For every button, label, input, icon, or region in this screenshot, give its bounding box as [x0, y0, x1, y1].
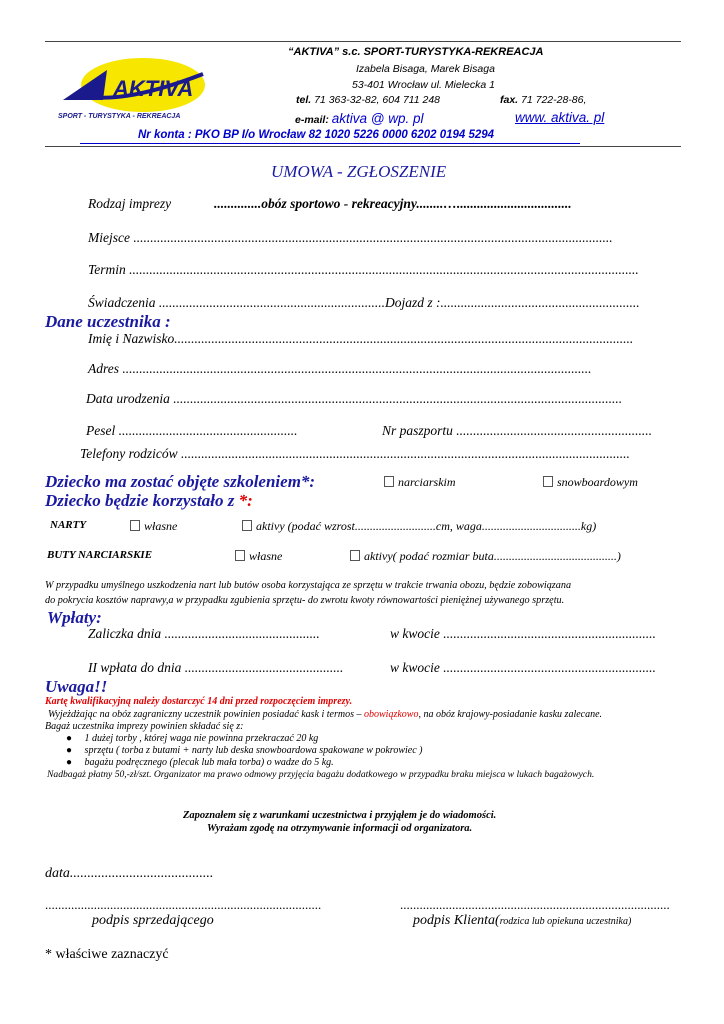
company-phone	[296, 94, 440, 106]
fax-value: 71 722-28-86,	[521, 94, 587, 106]
email-label: e-mail:	[295, 114, 329, 126]
account-underline	[80, 143, 580, 144]
checkbox-ski[interactable]	[384, 476, 394, 487]
second-payment-amount-field[interactable]: w kwocie ...............................................................	[390, 660, 656, 675]
advance-date-field[interactable]: Zaliczka dnia ..............................................	[88, 626, 320, 641]
email-link[interactable]: aktiva @ wp. pl	[331, 111, 424, 126]
seller-signature-line[interactable]: .....................................................................................	[45, 897, 322, 912]
consent-line2: Wyrażam zgodę na otrzymywanie informacji od organizatora.	[207, 823, 473, 834]
damage-note-line2: do pokrycia kosztów naprawy,a w przypadku zgubienia sprzętu- do zwrotu kwoty równowartości pieniężnej używanego sprzętu.	[45, 595, 565, 606]
client-signature-line[interactable]: ...................................................................................	[400, 897, 670, 912]
boots-aktiva-label: aktivy( podać rozmiar buta.........................................)	[364, 549, 621, 563]
luggage-item-text: sprzętu ( torba z butami + narty lub deska snowboardowa spakowane w pokrowiec )	[84, 745, 423, 756]
luggage-item-text: 1 dużej torby , której waga nie powinna przekraczać 20 kg	[84, 733, 319, 744]
skis-aktiva-option[interactable]	[242, 519, 596, 534]
footnote: * właściwe zaznaczyć	[45, 947, 169, 962]
services-transport-field[interactable]: Świadczenia ...................................................................Dojazd z :...........................................................	[88, 295, 640, 310]
skis-label: NARTY	[50, 519, 87, 531]
checkbox-boots-aktiva[interactable]	[350, 550, 360, 561]
dob-field[interactable]: Data urodzenia .....................................................................................................................................	[86, 391, 623, 406]
bank-account: Nr konta : PKO BP I/o Wrocław 82 1020 5226 0000 6202 0194 5294	[138, 129, 495, 141]
tel-value: 71 363-32-82, 604 711 248	[314, 94, 441, 106]
damage-note-line1: W przypadku umyślnego uszkodzenia nart lub butów osoba korzystająca ze sprzętu w trakcie trwania obozu, będzie zobowiązana	[45, 580, 572, 591]
helmet-notice-rest: , na obóz krajowy-posiadanie kasku zalecane.	[418, 709, 603, 720]
consent-line1: Zapoznałem się z warunkami uczestnictwa i przyjąłem je do wiadomości.	[183, 810, 497, 821]
helmet-notice	[48, 709, 602, 720]
overweight-notice: Nadbagaż płatny 50,-zł/szt. Organizator ma prawo odmowy przyjęcia bagażu dodatkowego w przypadku braku miejsca w lukach bagażowych.	[47, 769, 595, 780]
boots-own-option[interactable]	[235, 549, 282, 564]
checkbox-skis-aktiva[interactable]	[242, 520, 252, 531]
event-type-field[interactable]: ..............obóz sportowo - rekreacyjny........…..................................	[214, 196, 572, 211]
advance-amount-field[interactable]: w kwocie ...............................................................	[390, 626, 656, 641]
checkbox-skis-own[interactable]	[130, 520, 140, 531]
term-field[interactable]: Termin .......................................................................................................................................................	[88, 262, 639, 277]
option-ski-label: narciarskim	[398, 475, 456, 489]
skis-own-label: własne	[144, 519, 178, 533]
page-title: UMOWA - ZGŁOSZENIE	[271, 162, 447, 181]
qualification-card-notice: Kartę kwalifikacyjną należy dostarczyć 14 dni przed rozpoczęciem imprezy.	[45, 696, 353, 707]
event-type-label: Rodzaj imprezy	[88, 196, 172, 211]
company-logo	[55, 52, 215, 124]
client-signature-note: rodzica lub opiekuna uczestnika)	[499, 916, 632, 927]
participant-heading: Dane uczestnika :	[45, 312, 171, 331]
notice-heading: Uwaga!!	[45, 677, 108, 696]
company-address: 53-401 Wrocław ul. Mielecka 1	[352, 79, 495, 91]
boots-label: BUTY NARCIARSKIE	[47, 549, 153, 561]
luggage-intro: Bagaż uczestnika imprezy powinien składać się z:	[45, 721, 244, 732]
email-row	[295, 111, 424, 126]
client-signature-text: podpis Klienta(	[413, 913, 500, 928]
skis-own-option[interactable]	[130, 519, 177, 534]
fax-label: fax.	[500, 94, 519, 106]
company-name: “AKTIVA” s.c. SPORT-TURYSTYKA-REKREACJA	[288, 46, 544, 58]
helmet-notice-mandatory: obowiązkowo	[364, 709, 419, 720]
luggage-item-text: bagażu podręcznego (plecak lub mała torba) o wadze do 5 kg.	[84, 757, 334, 768]
option-ski[interactable]	[384, 475, 456, 490]
boots-aktiva-option[interactable]	[350, 549, 621, 564]
date-field[interactable]: data.........................................	[45, 866, 214, 881]
equipment-heading-star: *:	[238, 491, 253, 510]
pesel-field[interactable]: Pesel .....................................................	[86, 423, 298, 438]
passport-field[interactable]: Nr paszportu ..........................................................	[382, 423, 653, 438]
header-rule	[45, 146, 681, 147]
company-owners: Izabela Bisaga, Marek Bisaga	[356, 63, 495, 75]
luggage-item: ● bagażu podręcznego (plecak lub mała torba) o wadze do 5 kg.	[66, 757, 334, 768]
second-payment-date-field[interactable]: II wpłata do dnia ...............................................	[88, 660, 344, 675]
skis-aktiva-label: aktivy (podać wzrost...........................cm, waga.................................kg)	[256, 519, 597, 533]
checkbox-snowboard[interactable]	[543, 476, 553, 487]
name-field[interactable]: Imię i Nazwisko........................................................................................................................................	[88, 331, 634, 346]
luggage-item: ● 1 dużej torby , której waga nie powinna przekraczać 20 kg	[66, 733, 319, 744]
company-fax	[500, 94, 586, 106]
address-field[interactable]: Adres ...........................................................................................................................................	[88, 361, 592, 376]
seller-signature-label: podpis sprzedającego	[92, 913, 214, 928]
tel-label: tel.	[296, 94, 312, 106]
option-snowboard-label: snowboardowym	[557, 475, 638, 489]
website-link[interactable]: www. aktiva. pl	[515, 110, 605, 125]
logo-text: AKTIVA	[113, 76, 194, 101]
checkbox-boots-own[interactable]	[235, 550, 245, 561]
helmet-notice-text: Wyjeżdżając na obóz zagraniczny uczestnik powinien posiadać kask i termos –	[48, 709, 364, 720]
equipment-heading	[45, 491, 253, 511]
equipment-heading-text: Dziecko będzie korzystało z	[45, 491, 235, 510]
client-signature-label	[413, 913, 631, 929]
training-heading: Dziecko ma zostać objęte szkoleniem*:	[45, 472, 316, 491]
top-rule	[45, 41, 681, 42]
luggage-item: ● sprzętu ( torba z butami + narty lub deska snowboardowa spakowane w pokrowiec )	[66, 745, 423, 756]
place-field[interactable]: Miejsce ..............................................................................................................................................	[88, 230, 613, 245]
option-snowboard[interactable]	[543, 475, 638, 490]
parents-phone-field[interactable]: Telefony rodziców .....................................................................................................................................	[80, 446, 630, 461]
payments-heading: Wpłaty:	[47, 608, 102, 627]
boots-own-label: własne	[249, 549, 283, 563]
logo-tagline: SPORT - TURYSTYKA - REKREACJA	[58, 113, 181, 120]
